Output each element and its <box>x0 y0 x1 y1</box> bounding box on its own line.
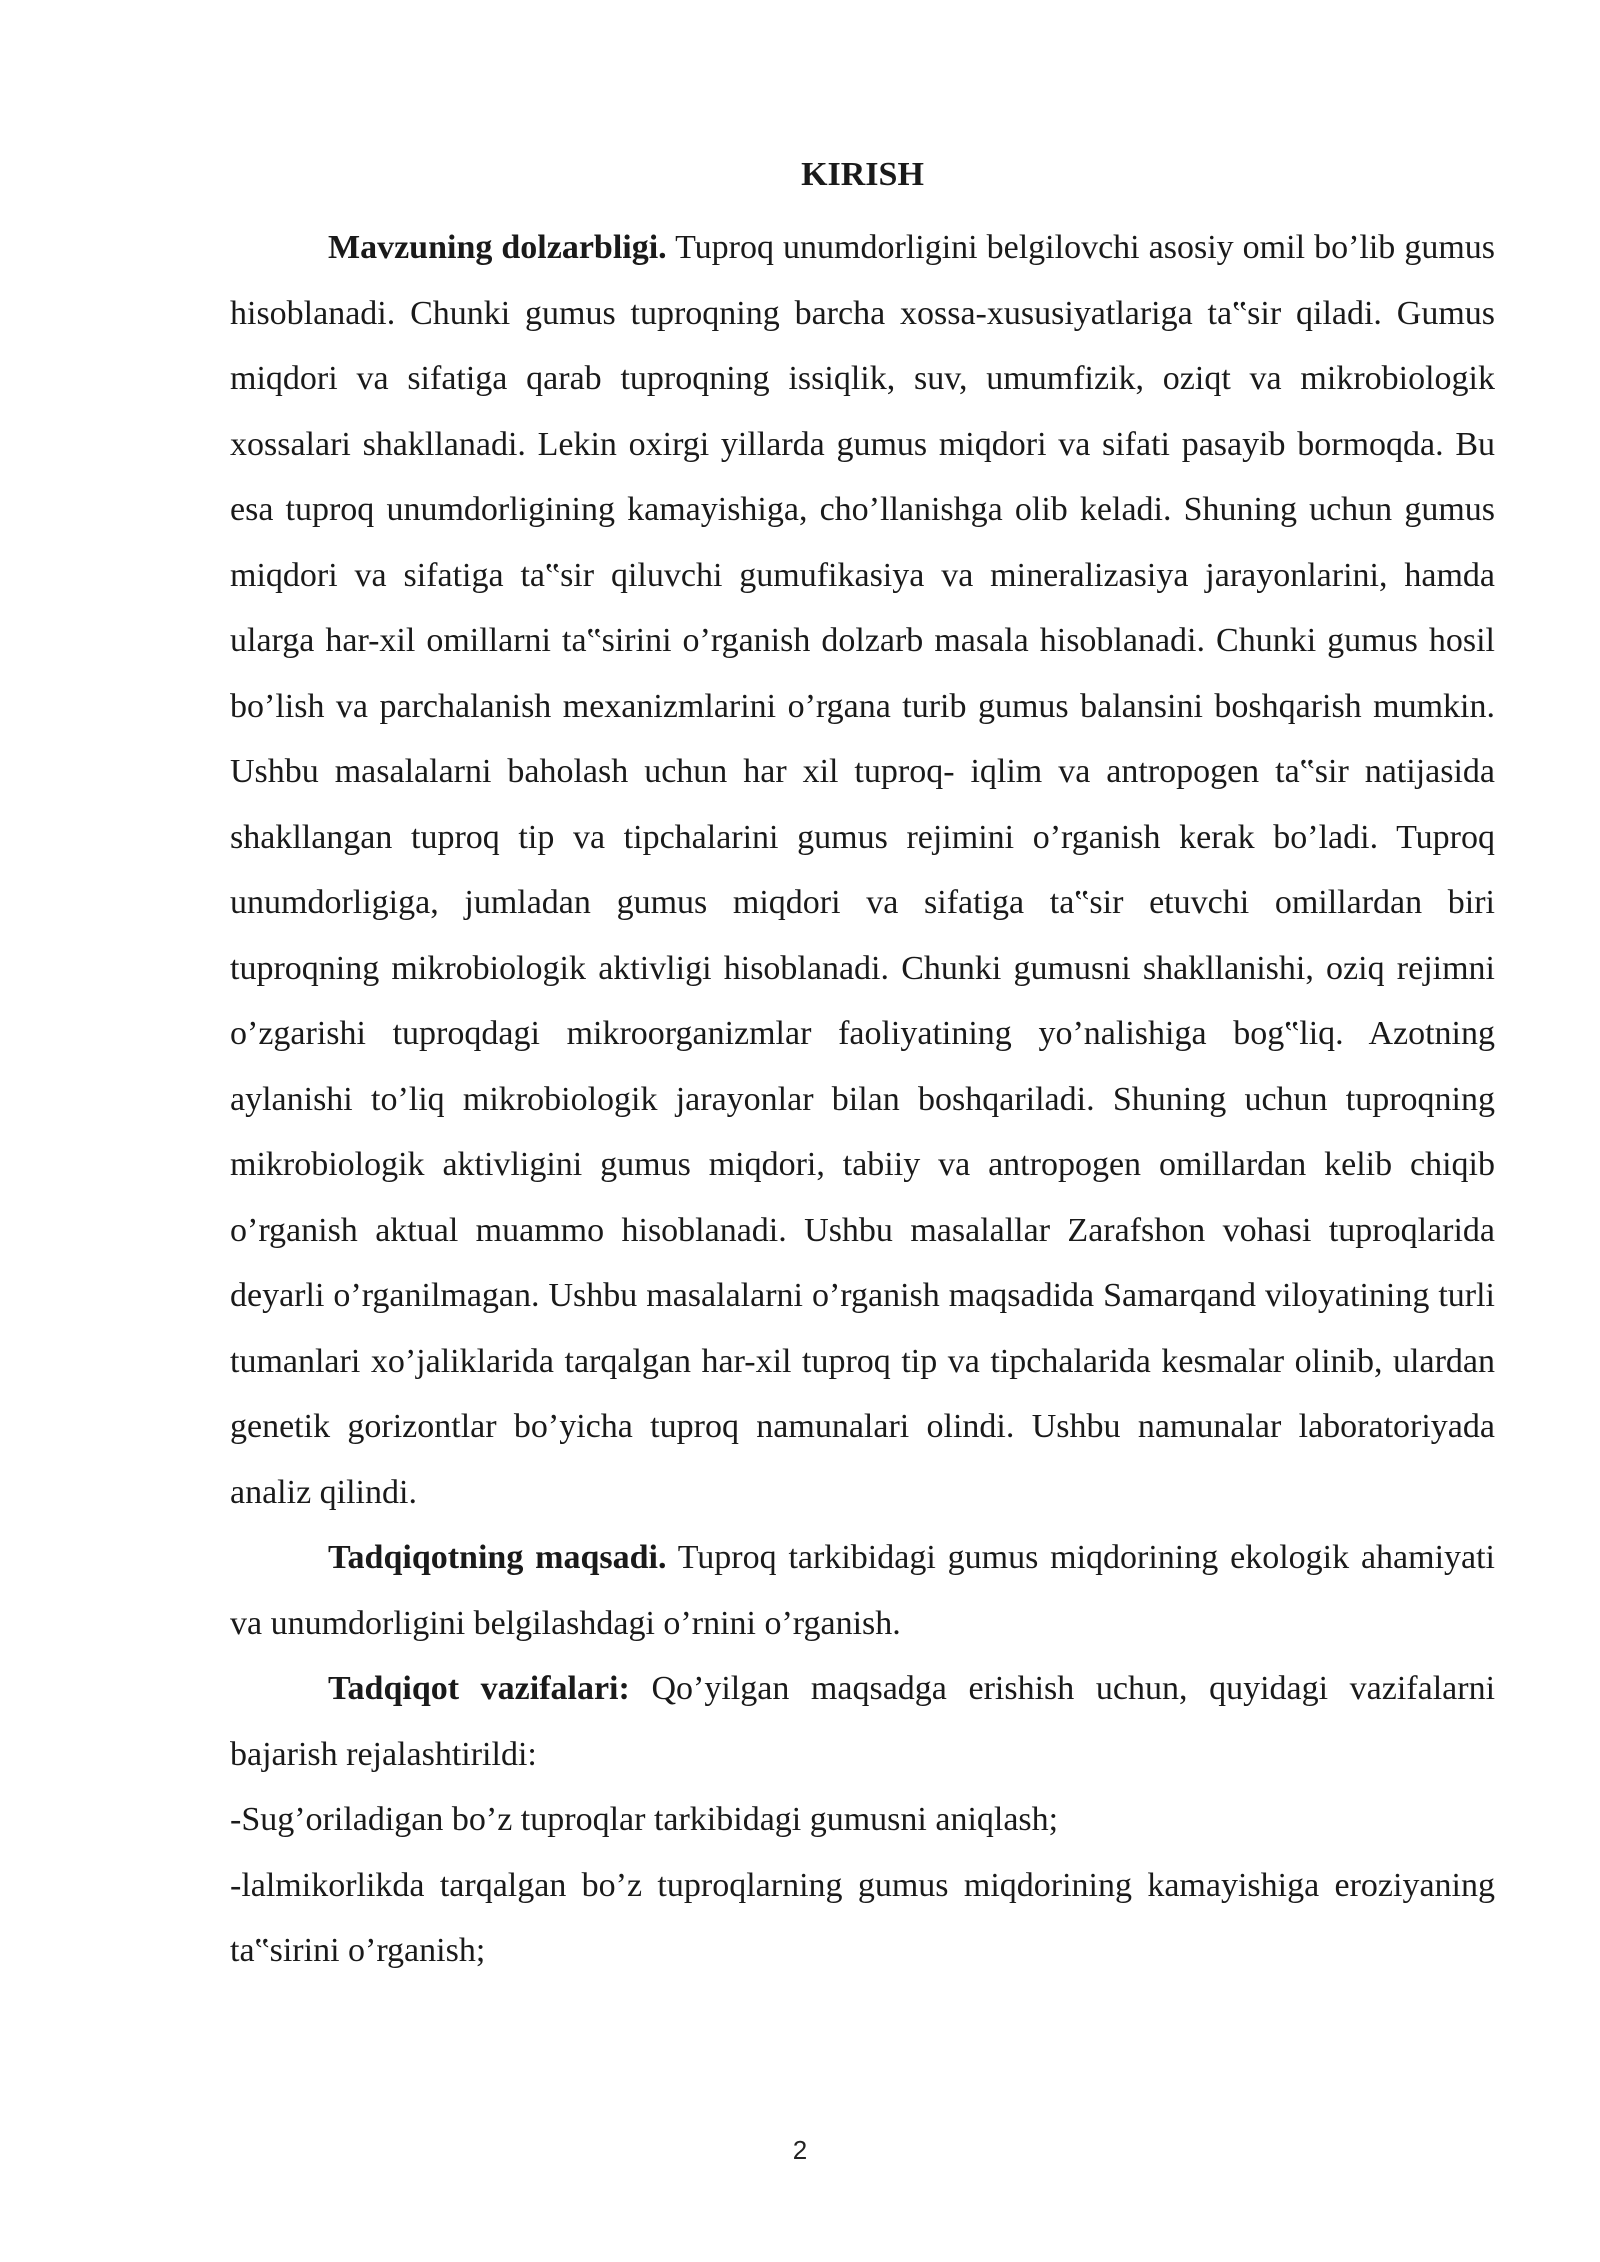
document-title: KIRISH <box>801 156 924 193</box>
section-relevance-text: Tuproq unumdorligini belgilovchi asosiy omil bo’lib gumus hisoblanadi. Chunki gumus tuproqning barcha xossa-xususiyatlariga ta‟sir qiladi. Gumus miqdori va sifatiga qarab tuproqning issiqlik, suv, umumfizik, oziqt va mikrobiologik xossalari shakllanadi. Lekin oxirgi yillarda gumus miqdori va sifati pasayib bormoqda. Bu esa tuproq unumdorligining kamayishiga, cho’llanishga olib keladi. Shuning uchun gumus miqdori va sifatiga ta‟sir qiluvchi gumufikasiya va mineralizasiya jarayonlarini, hamda ularga har-xil omillarni ta‟sirini o’rganish dolzarb masala hisoblanadi. Chunki gumus hosil bo’lish va parchalanish mexanizmlarini o’rgana turib gumus balansini boshqarish mumkin. Ushbu masalalarni baholash uchun har xil tuproq- iqlim va antropogen ta‟sir natijasida shakllangan tuproq tip va tipchalarini gumus rejimini o’rganish kerak bo’ladi. Tuproq unumdorligiga, jumladan gumus miqdori va sifatiga ta‟sir etuvchi omillardan biri tuproqning mikrobiologik aktivligi hisoblanadi. Chunki gumusni shakllanishi, oziq rejimni o’zgarishi tuproqdagi mikroorganizmlar faoliyatining yo’nalishiga bog‟liq. Azotning aylanishi to’liq mikrobiologik jarayonlar bilan boshqariladi. Shuning uchun tuproqning mikrobiologik aktivligini gumus miqdori, tabiiy va antropogen omillardan kelib chiqib o’rganish aktual muammo hisoblanadi. Ushbu masalallar Zarafshon vohasi tuproqlarida deyarli o’rganilmagan. Ushbu masalalarni o’rganish maqsadida Samarqand viloyatining turli tumanlari xo’jaliklarida tarqalgan har-xil tuproq tip va tipchalarida kesmalar olinib, ulardan genetik gorizontlar bo’yicha tuproq namunalari olindi. Ushbu namunalar laboratoriyada analiz qilindi. <box>230 229 1495 1511</box>
page-number: 2 <box>792 2135 808 2165</box>
section-tasks-text: Qo’yilgan maqsadga erishish uchun, quyidagi vazifalarni bajarish rejalashtirildi: <box>230 1670 1496 1773</box>
section-goal-heading: Tadqiqotning maqsadi. <box>328 1539 667 1576</box>
task-list-item: -Sug’oriladigan bo’z tuproqlar tarkibidagi gumusni aniqlash; <box>230 1801 1059 1838</box>
section-goal <box>230 1525 1495 1656</box>
section-tasks-heading: Tadqiqot vazifalari: <box>328 1670 630 1707</box>
section-relevance <box>230 215 1495 1525</box>
section-relevance-heading: Mavzuning dolzarbligi. <box>328 229 667 266</box>
section-goal-text: Tuproq tarkibidagi gumus miqdorining ekologik ahamiyati va unumdorligini belgilashdagi o’rnini o’rganish. <box>230 1539 1495 1642</box>
task-list-item: -lalmikorlikda tarqalgan bo’z tuproqlarning gumus miqdorining kamayishiga eroziyaning ta‟sirini o’rganish; <box>230 1866 1495 1969</box>
document-page <box>230 150 1495 1984</box>
section-tasks <box>230 1656 1495 1787</box>
